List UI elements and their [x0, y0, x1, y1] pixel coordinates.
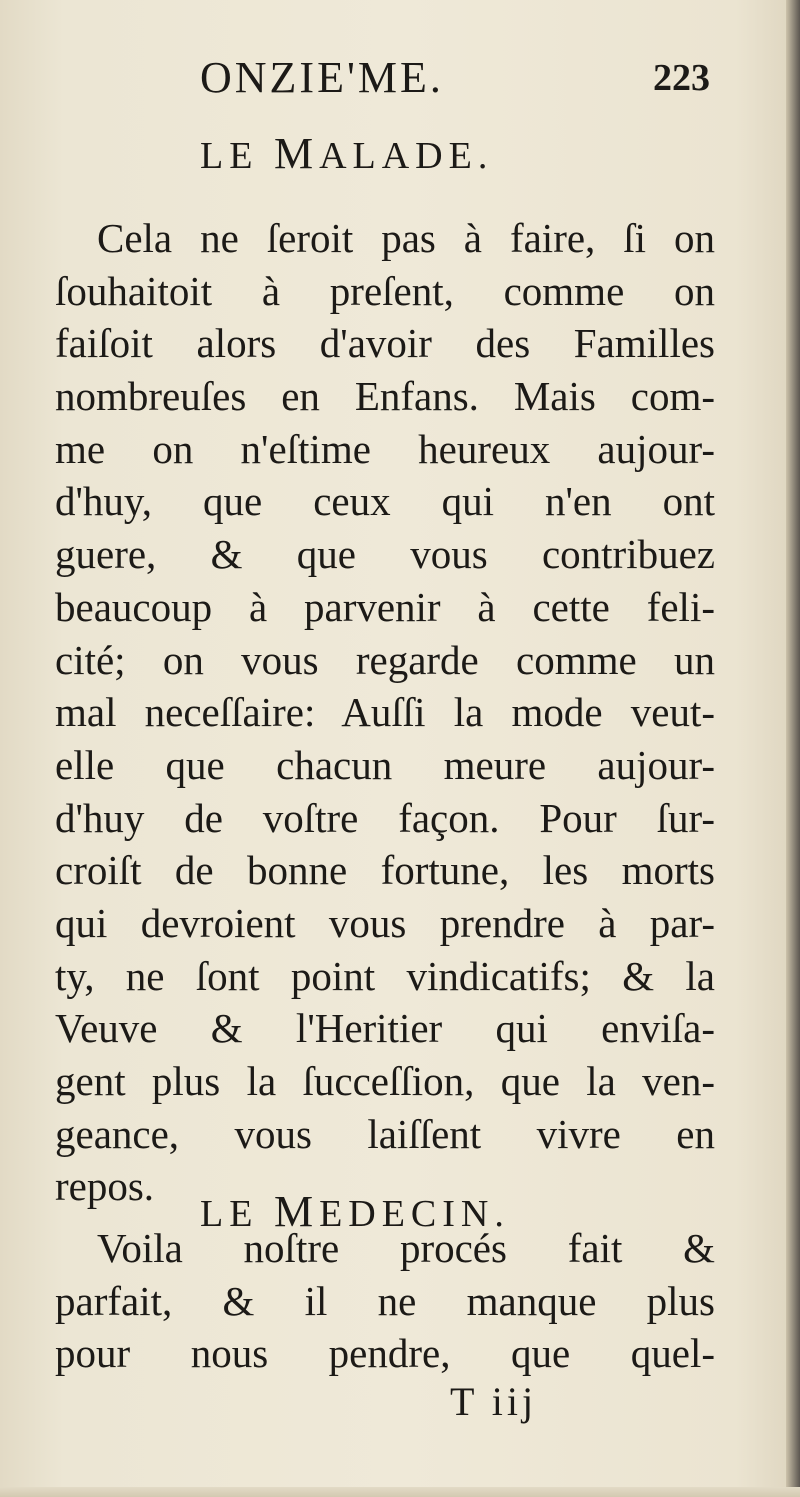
text-line: nombreuſes en Enfans. Mais com- — [55, 373, 715, 420]
speaker-name-rest: ALADE. — [319, 135, 494, 177]
text-line: Cela ne ſeroit pas à faire, ſi on — [97, 215, 715, 261]
text-line: guere, & que vous contribuez — [55, 531, 715, 578]
text-line: elle que chacun meure aujour- — [55, 741, 715, 788]
page-bottom-edge — [0, 1487, 800, 1497]
text-line: d'huy de voſtre façon. Pour ſur- — [55, 794, 715, 841]
text-line: parfait, & il ne manque plus — [55, 1277, 715, 1324]
speaker-article: LE — [200, 1193, 259, 1235]
text-line: me on n'eſtime heureux aujour- — [55, 425, 715, 472]
speaker-name-initial: M — [273, 129, 320, 178]
text-line: d'huy, que ceux qui n'en ont — [55, 478, 715, 525]
text-line: beaucoup à parvenir à cette feli- — [55, 583, 715, 630]
text-line: mal neceſſaire: Auſſi la mode veut- — [55, 689, 715, 736]
speaker-name-initial: M — [273, 1187, 320, 1236]
text-line: Veuve & l'Heritier qui enviſa- — [55, 1005, 715, 1052]
speaker-article: LE — [200, 135, 259, 177]
page-number: 223 — [653, 57, 710, 99]
text-line: ſouhaitoit à preſent, comme on — [55, 267, 715, 314]
text-line: Voila noſtre procés fait & — [97, 1225, 715, 1271]
text-line: cité; on vous regarde comme un — [55, 636, 715, 683]
text-line: faiſoit alors d'avoir des Familles — [55, 320, 715, 367]
paragraph-medecin — [55, 1222, 715, 1380]
speaker-heading-malade — [200, 128, 493, 179]
paragraph-malade — [55, 212, 715, 1213]
text-line: ty, ne ſont point vindicatifs; & la — [55, 952, 715, 999]
page-edge-shadow — [786, 0, 800, 1497]
text-line: repos. — [55, 1163, 155, 1210]
page-header — [200, 52, 710, 112]
text-line: qui devroient vous prendre à par- — [55, 899, 715, 946]
text-line: geance, vous laiſſent vivre en — [55, 1110, 715, 1157]
text-line: pour nous pendre, que quel- — [55, 1330, 715, 1377]
text-line: croiſt de bonne fortune, les morts — [55, 847, 715, 894]
text-line: gent plus la ſucceſſion, que la ven- — [55, 1058, 715, 1104]
signature-mark: T iij — [450, 1379, 538, 1424]
running-head: ONZIE'ME. — [200, 53, 444, 102]
speaker-name-rest: EDECIN. — [319, 1193, 510, 1235]
